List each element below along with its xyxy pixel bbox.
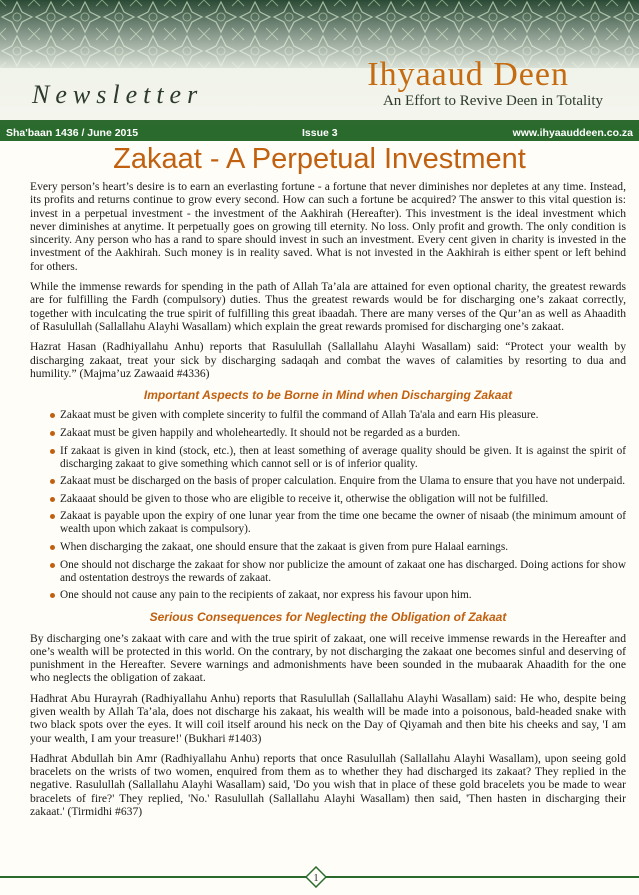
issue-date: Sha'baan 1436 / June 2015: [6, 127, 139, 139]
intro-paragraph: Every person’s heart’s desire is to earn an everlasting fortune - a fortune that never diminishes nor depletes at any time. Instead, its profits and returns continue to grow every second. How can such a fortune be acquired? The answer to this vital question is: invest in a perpetual investment - the investment of the Aakhirah (Hereafter). This investment is the ideal investment which never diminishes at anytime. It perpetually goes on growing till eternity. No loss. Only profit and growth. The only condition is sincerity. Any person who has a rand to spare should invest in such an investment. Every cent given in charity is invested in the investment of the Aakhirah. Such money is in reality saved. What is not invested in the Aakhirah is either spent or left behind for others.: [30, 180, 626, 273]
list-item: One should not cause any pain to the recipients of zakaat, nor express his favour upon him.: [60, 589, 626, 602]
masthead: [0, 0, 639, 125]
consequence-paragraph: By discharging one’s zakaat with care and with the true spirit of zakaat, one will receive immense rewards in the Hereafter and one’s wealth will be protected in this world. On the contrary, by not discharging the zakaat one becomes sinful and deserving of punishment in the Hereafter. Severe warnings and admonishments have been sounded in the mubaarak Ahaadith for the one who neglects the obligation of zakaat.: [30, 631, 626, 685]
list-item: Zakaaat should be given to those who are eligible to receive it, otherwise the obligation will not be fulfilled.: [60, 493, 626, 506]
info-bar: [0, 125, 639, 141]
hadith-paragraph: Hadhrat Abu Hurayrah (Radhiyallahu Anhu) reports that Rasulullah (Sallallahu Alayhi Wasallam) said: He who, despite being given wealth by Allah Ta’ala, does not discharge his zakaat, his wealth will be made into a poisonous, bald-headed snake with two black spots over the eyes. It will coil itself around his neck on the Day of Qiyamah and then bite his cheeks and say, 'I am your wealth, I am your treasure!' (Bukhari #1403): [30, 691, 626, 745]
page-number: 1: [313, 873, 319, 884]
list-item: Zakaat must be given with complete sincerity to fulfil the command of Allah Ta'ala and earn His pleasure.: [60, 409, 626, 422]
section-heading-consequences: Serious Consequences for Neglecting the Obligation of Zakaat: [149, 610, 507, 625]
brand-title: Ihyaaud Deen: [367, 56, 569, 93]
list-item: When discharging the zakaat, one should ensure that the zakaat is given from pure Halaal earnings.: [60, 541, 626, 554]
hadith-paragraph: Hazrat Hasan (Radhiyallahu Anhu) reports that Rasulullah (Sallallahu Alayhi Wasallam) said: “Protect your wealth by discharging zakaat, treat your sick by discharging sadaqah and combat the waves of calamities by resorting to dua and humility.” (Majma’uz Zawaaid #4336): [30, 340, 626, 380]
article-body: [30, 180, 626, 825]
article-title: Zakaat - A Perpetual Investment: [113, 143, 526, 175]
section-heading-aspects: Important Aspects to be Borne in Mind when Discharging Zakaat: [143, 388, 513, 403]
aspects-list: [30, 409, 626, 602]
newsletter-label: Newsletter: [32, 80, 204, 109]
issue-number: Issue 3: [302, 127, 338, 139]
list-item: One should not discharge the zakaat for show nor publicize the amount of zakaat one has discharged. Doing actions for show and ostentation destroys the rewards of zakaat.: [60, 558, 626, 584]
intro-paragraph: While the immense rewards for spending in the path of Allah Ta’ala are attained for even optional charity, the greatest rewards are for fulfilling the Fardh (compulsory) duties. Thus the greatest rewards would be for discharging one’s zakaat correctly, together with inculcating the true spirit of fulfilling this great ibaadah. There are many verses of the Qur’an as well as Ahaadith of Rasulullah (Sallallahu Alayhi Wasallam) which explain the great rewards promised for discharging one’s zakaat.: [30, 280, 626, 333]
brand-tagline: An Effort to Revive Deen in Totality: [382, 93, 603, 109]
list-item: Zakaat must be discharged on the basis of proper calculation. Enquire from the Ulama to ensure that you have not underpaid.: [60, 475, 626, 488]
website-link[interactable]: www.ihyaauddeen.co.za: [512, 127, 633, 139]
list-item: Zakaat must be given happily and wholeheartedly. It should not be regarded as a burden.: [60, 427, 626, 440]
page-number-badge: [305, 866, 327, 888]
list-item: Zakaat is payable upon the expiry of one lunar year from the time one became the owner of nisaab (the minimum amount of wealth upon which zakaat is compulsory).: [60, 510, 626, 536]
list-item: If zakaat is given in kind (stock, etc.), then at least something of average quality should be given. It is against the spirit of discharging zakaat to give something which cannot sell or is of inferior quality.: [60, 444, 626, 470]
hadith-paragraph: Hadhrat Abdullah bin Amr (Radhiyallahu Anhu) reports that once Rasulullah (Sallallahu Alayhi Wasallam), upon seeing gold bracelets on the wrists of two women, enquired from them as to whether they had discharged its zakaat? They replied in the negative. Rasulullah (Sallallahu Alayhi Wasallam) said, 'Do you wish that in place of these gold bracelets you be made to wear bracelets of fire?' They replied, 'No.' Rasulullah (Sallallahu Alayhi Wasallam) then said, 'Then hasten in discharging their zakaat.' (Tirmidhi #637): [30, 751, 626, 819]
